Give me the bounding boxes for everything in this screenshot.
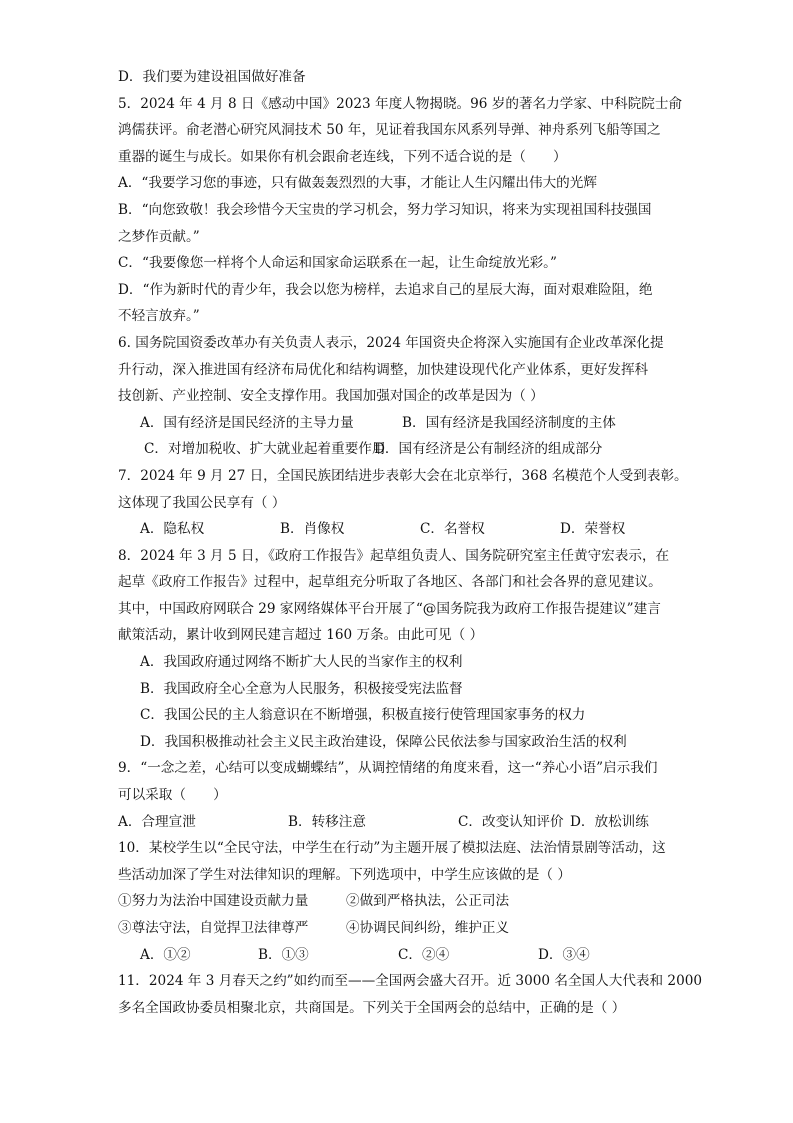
options-row xyxy=(118,436,686,463)
statement-4: ④协调民间纠纷，维护正义 xyxy=(346,920,510,936)
option-d: D．③④ xyxy=(538,946,590,963)
option-d: D．荣誉权 xyxy=(560,521,626,538)
option-d-cont: 不轻言放弃。” xyxy=(118,308,200,325)
option-c: C．②④ xyxy=(398,946,450,963)
options-row xyxy=(118,942,686,969)
question-text: 些活动加深了学生对法律知识的理解。下列选项中，中学生应该做的是（ ） xyxy=(118,866,571,883)
option-b: B．肖像权 xyxy=(280,521,345,538)
question-text: 多名全国政协委员相聚北京，共商国是。下列关于全国两会的总结中，正确的是（ ） xyxy=(118,999,626,1016)
option-b: B．我国政府全心全意为人民服务，积极接受宪法监督 xyxy=(140,680,463,697)
option-c: C．我国公民的主人翁意识在不断增强，积极直接行使管理国家事务的权力 xyxy=(140,707,586,724)
option-a: A．国有经济是国民经济的主导力量 xyxy=(140,414,354,431)
question-text: 重器的诞生与成长。如果你有机会跟俞老连线，下列不适合说的是（ ） xyxy=(118,148,567,165)
option-b-cont: 之梦作贡献。” xyxy=(118,228,200,245)
question-9 xyxy=(118,755,686,835)
question-text: 起草《政府工作报告》过程中，起草组充分听取了各地区、各部门和社会各界的意见建议。 xyxy=(118,574,662,591)
question-text: 献策活动，累计收到网民建言超过 160 万条。由此可见（ ） xyxy=(118,627,484,644)
question-11 xyxy=(118,968,703,1021)
question-text: 可以采取（ ） xyxy=(118,787,227,804)
question-8 xyxy=(118,543,686,756)
question-text: 9．“一念之差，心结可以变成蝴蝶结”，从调控情绪的角度来看，这一“养心小语”启示我们 xyxy=(118,760,658,777)
question-text: 鸿儒获评。俞老潜心研究风洞技术 50 年，见证着我国东风系列导弹、神舟系列飞船等国之 xyxy=(118,122,661,139)
option-d: D．国有经济是公有制经济的组成部分 xyxy=(374,441,603,458)
options-row xyxy=(118,516,686,543)
question-10 xyxy=(118,835,686,968)
question-6 xyxy=(118,330,686,463)
option-b: B．转移注意 xyxy=(288,813,366,830)
question-text: 升行动，深入推进国有经济布局优化和结构调整，加快建设现代化产业体系，更好发挥科 xyxy=(118,361,649,378)
option-c: C．“我要像您一样将个人命运和国家命运联系在一起，让生命绽放光彩。” xyxy=(118,255,557,272)
exam-page xyxy=(118,64,703,1021)
options-row xyxy=(118,410,686,437)
option-a: A．隐私权 xyxy=(140,521,205,538)
question-text: 11．2024 年 3 月春天之约”如约而至——全国两会盛大召开。近 3000 名全国人大代表和 2000 xyxy=(118,973,703,990)
option-a: A．“我要学习您的事迹，只有做轰轰烈烈的大事，才能让人生闪耀出伟大的光辉 xyxy=(118,175,597,192)
question-7 xyxy=(118,463,686,543)
option-a: A．①② xyxy=(140,946,191,963)
question-text: 6. 国务院国资委改革办有关负责人表示，2024 年国资央企将深入实施国有企业改革深化提 xyxy=(118,334,664,351)
options-row xyxy=(118,809,686,836)
option-a: A．合理宣泄 xyxy=(118,813,196,830)
statement-row xyxy=(118,915,686,942)
option-b: B．国有经济是我国经济制度的主体 xyxy=(402,414,616,431)
option-b: B．“向您致敬！我会珍惜今天宝贵的学习机会，努力学习知识，将来为实现祖国科技强国 xyxy=(118,201,652,218)
option-c: C．改变认知评价 xyxy=(458,813,564,830)
question-text: 5．2024 年 4 月 8 日《感动中国》2023 年度人物揭晓。96 岁的著名力学家、中科院院士俞 xyxy=(118,95,683,112)
question-text: 7．2024 年 9 月 27 日，全国民族团结进步表彰大会在北京举行，368 名模范个人受到表彰。 xyxy=(118,467,688,484)
option-c: C．对增加税收、扩大就业起着重要作用 xyxy=(144,441,386,458)
option-b: B．①③ xyxy=(258,946,309,963)
question-text: 10．某校学生以“全民守法，中学生在行动”为主题开展了模拟法庭、法治情景剧等活动，这 xyxy=(118,840,666,857)
option-d: D．我国积极推动社会主义民主政治建设，保障公民依法参与国家政治生活的权利 xyxy=(140,733,627,750)
statement-3: ③尊法守法，自觉捍卫法律尊严 xyxy=(118,920,309,936)
question-text: 技创新、产业控制、安全支撑作用。我国加强对国企的改革是因为（ ） xyxy=(118,388,544,405)
question-text: 其中，中国政府网联合 29 家网络媒体平台开展了“@国务院我为政府工作报告提建议”建言 xyxy=(118,600,661,617)
statement-row xyxy=(118,888,686,915)
statement-2: ②做到严格执法，公正司法 xyxy=(346,893,510,910)
statement-1: ①努力为法治中国建设贡献力量 xyxy=(118,893,309,910)
option-c: C．名誉权 xyxy=(420,521,485,538)
q4-option-d: D．我们要为建设祖国做好准备 xyxy=(118,69,306,85)
option-d: D．放松训练 xyxy=(570,813,649,830)
option-d: D．“作为新时代的青少年，我会以您为榜样，去追求自己的星辰大海，面对艰难险阻，绝 xyxy=(118,281,653,298)
question-text: 这体现了我国公民享有（ ） xyxy=(118,494,286,511)
question-5 xyxy=(118,91,686,330)
question-text: 8．2024 年 3 月 5 日，《政府工作报告》起草组负责人、国务院研究室主任黄守宏表示，在 xyxy=(118,547,670,564)
option-a: A．我国政府通过网络不断扩大人民的当家作主的权利 xyxy=(140,654,463,671)
